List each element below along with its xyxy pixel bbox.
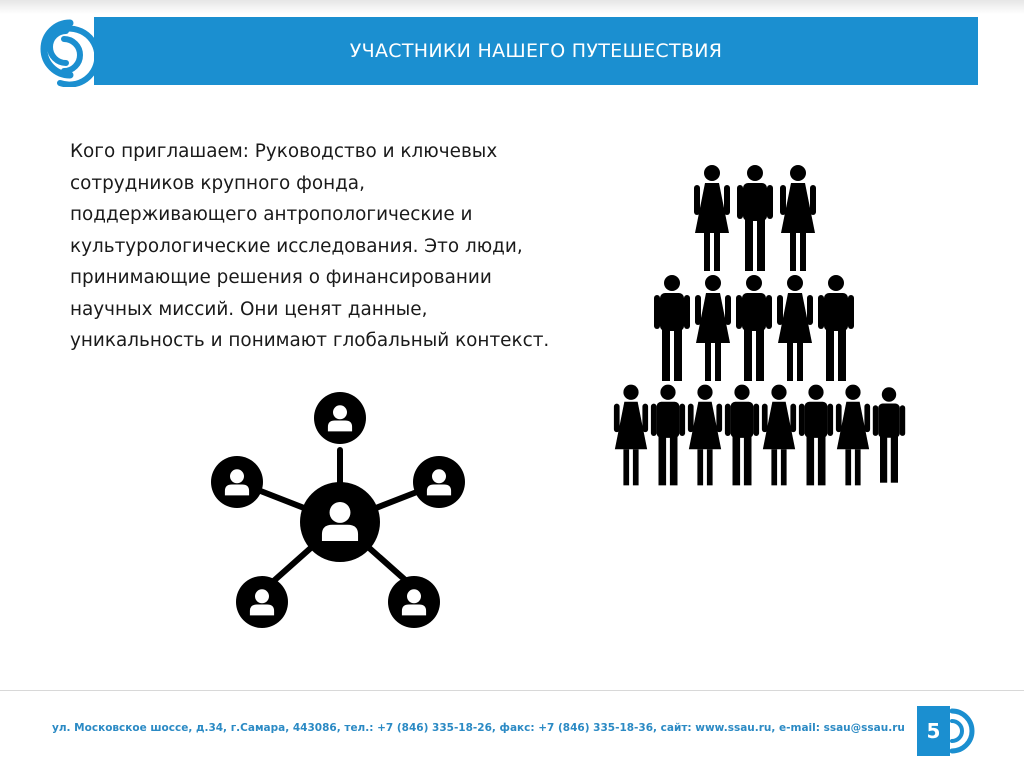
footer-divider: [0, 690, 1024, 691]
body-line: уникальность и понимают глобальный контекст.: [70, 330, 550, 351]
header-bar: [94, 17, 978, 85]
body-line: принимающие решения о финансировании: [70, 267, 492, 288]
network-of-people-icon: [206, 388, 470, 638]
body-line: Кого приглашаем: Руководство и ключевых: [70, 141, 498, 162]
body-line: поддерживающего антропологические и: [70, 204, 473, 225]
body-line: научных миссий. Они ценят данные,: [70, 298, 428, 320]
university-logo-icon: [34, 17, 100, 87]
footer-address: ул. Московское шоссе, д.34, г.Самара, 443086, тел.: +7 (846) 335-18-26, факс: +7 (846) 335-18-36, сайт: www.ssau.ru, e-mail: ssau@ssau.ru: [52, 722, 905, 734]
slide-title: УЧАСТНИКИ НАШЕГО ПУТЕШЕСТВИЯ: [349, 40, 723, 62]
body-line: культурологические исследования. Это люди,: [70, 235, 523, 257]
body-line: сотрудников крупного фонда,: [70, 172, 365, 194]
page-number: 5: [926, 719, 941, 743]
body-paragraph: [70, 136, 630, 357]
top-shadow: [0, 0, 1024, 14]
footer-logo-icon: [946, 703, 986, 759]
people-pyramid-icon: [600, 155, 910, 495]
